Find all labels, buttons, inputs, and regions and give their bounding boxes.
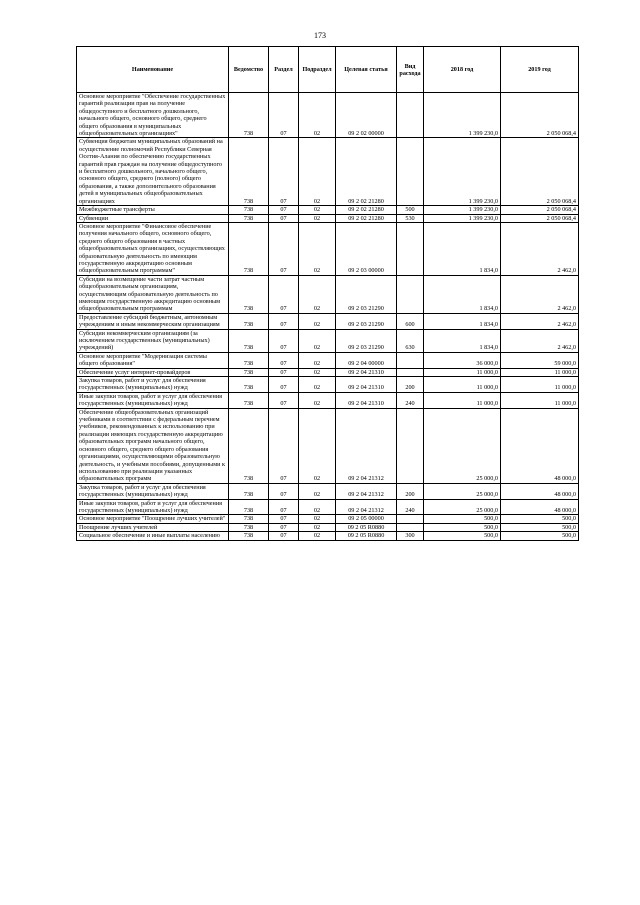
cell-section: 07 bbox=[269, 214, 299, 222]
cell-section: 07 bbox=[269, 138, 299, 206]
col-header-exp-type: Вид расхода bbox=[397, 47, 424, 93]
cell-subsection: 02 bbox=[299, 523, 336, 531]
col-header-dept: Ведомство bbox=[229, 47, 269, 93]
cell-subsection: 02 bbox=[299, 352, 336, 368]
cell-name: Основное мероприятие "Поощрение лучших учителей" bbox=[77, 515, 229, 523]
cell-section: 07 bbox=[269, 368, 299, 376]
cell-subsection: 02 bbox=[299, 368, 336, 376]
cell-y2018: 1 834,0 bbox=[424, 329, 501, 352]
cell-name: Межбюджетные трансферты bbox=[77, 206, 229, 214]
cell-section: 07 bbox=[269, 222, 299, 275]
cell-y2019: 48 000,0 bbox=[501, 483, 579, 499]
cell-exp-type: 200 bbox=[397, 483, 424, 499]
cell-subsection: 02 bbox=[299, 499, 336, 515]
cell-dept: 738 bbox=[229, 408, 269, 483]
table-row bbox=[77, 483, 579, 499]
cell-name: Субвенции bbox=[77, 214, 229, 222]
cell-y2019: 11 000,0 bbox=[501, 392, 579, 408]
col-header-name: Наименование bbox=[77, 47, 229, 93]
cell-subsection: 02 bbox=[299, 329, 336, 352]
cell-dept: 738 bbox=[229, 523, 269, 531]
cell-target: 09 2 04 21312 bbox=[336, 499, 397, 515]
table-row bbox=[77, 206, 579, 214]
cell-name: Основное мероприятие "Финансовое обеспечение получения начального общего, основного общего, среднего общего образования в частных общеобразовательных организациях, осуществляющих образовательную деятельность по имеющим государственную аккредитацию основным общеобразовательным программам" bbox=[77, 222, 229, 275]
cell-name: Субсидии некоммерческим организациям (за исключением государственных (муниципальных) учреждений) bbox=[77, 329, 229, 352]
cell-target: 09 2 03 00000 bbox=[336, 222, 397, 275]
cell-exp-type: 630 bbox=[397, 329, 424, 352]
table-row bbox=[77, 275, 579, 313]
cell-y2019: 2 050 068,4 bbox=[501, 206, 579, 214]
cell-name: Предоставление субсидий бюджетным, автономным учреждениям и иным некоммерческим организациям bbox=[77, 313, 229, 329]
cell-dept: 738 bbox=[229, 206, 269, 214]
cell-exp-type bbox=[397, 352, 424, 368]
cell-subsection: 02 bbox=[299, 408, 336, 483]
cell-name: Обеспечение услуг интернет-провайдеров bbox=[77, 368, 229, 376]
table-row bbox=[77, 523, 579, 531]
cell-section: 07 bbox=[269, 515, 299, 523]
cell-name: Социальное обеспечение и иные выплаты населению bbox=[77, 532, 229, 540]
table-row bbox=[77, 313, 579, 329]
cell-target: 09 2 04 21310 bbox=[336, 392, 397, 408]
table-row bbox=[77, 368, 579, 376]
table-row bbox=[77, 214, 579, 222]
cell-dept: 738 bbox=[229, 392, 269, 408]
cell-subsection: 02 bbox=[299, 275, 336, 313]
cell-dept: 738 bbox=[229, 368, 269, 376]
cell-section: 07 bbox=[269, 499, 299, 515]
cell-name: Закупка товаров, работ и услуг для обеспечения государственных (муниципальных) нужд bbox=[77, 483, 229, 499]
cell-exp-type bbox=[397, 515, 424, 523]
col-header-subsection: Подраздел bbox=[299, 47, 336, 93]
table-row bbox=[77, 138, 579, 206]
cell-subsection: 02 bbox=[299, 483, 336, 499]
cell-name: Закупка товаров, работ и услуг для обеспечения государственных (муниципальных) нужд bbox=[77, 377, 229, 393]
table-row bbox=[77, 93, 579, 138]
cell-target: 09 2 05 R0880 bbox=[336, 532, 397, 540]
cell-section: 07 bbox=[269, 377, 299, 393]
cell-subsection: 02 bbox=[299, 377, 336, 393]
cell-dept: 738 bbox=[229, 499, 269, 515]
page-number: 173 bbox=[314, 31, 326, 40]
cell-exp-type: 600 bbox=[397, 313, 424, 329]
cell-subsection: 02 bbox=[299, 214, 336, 222]
cell-y2019: 59 000,0 bbox=[501, 352, 579, 368]
col-header-section: Раздел bbox=[269, 47, 299, 93]
cell-dept: 738 bbox=[229, 222, 269, 275]
cell-target: 09 2 03 21290 bbox=[336, 329, 397, 352]
cell-y2018: 11 000,0 bbox=[424, 392, 501, 408]
cell-y2019: 48 000,0 bbox=[501, 408, 579, 483]
cell-section: 07 bbox=[269, 206, 299, 214]
cell-y2019: 2 462,0 bbox=[501, 313, 579, 329]
cell-subsection: 02 bbox=[299, 138, 336, 206]
cell-section: 07 bbox=[269, 352, 299, 368]
cell-section: 07 bbox=[269, 483, 299, 499]
cell-exp-type bbox=[397, 93, 424, 138]
cell-y2019: 500,0 bbox=[501, 523, 579, 531]
cell-name: Субвенция бюджетам муниципальных образований на осуществление полномочий Республики Северная Осетия-Алания по обеспечению государственных гарантий прав граждан на получение общедоступного и бесплатного дошкольного, начального общего, основного общего, среднего (полного) общего образования, а также дополнительного образования детей в муниципальных общеобразовательных организациях bbox=[77, 138, 229, 206]
cell-section: 07 bbox=[269, 523, 299, 531]
cell-target: 09 2 02 21280 bbox=[336, 206, 397, 214]
cell-name: Поощрение лучших учителей bbox=[77, 523, 229, 531]
cell-dept: 738 bbox=[229, 138, 269, 206]
col-header-target: Целевая статья bbox=[336, 47, 397, 93]
cell-y2019: 2 462,0 bbox=[501, 329, 579, 352]
cell-exp-type bbox=[397, 368, 424, 376]
table-row bbox=[77, 392, 579, 408]
cell-dept: 738 bbox=[229, 352, 269, 368]
cell-exp-type: 240 bbox=[397, 499, 424, 515]
cell-y2018: 1 399 230,0 bbox=[424, 93, 501, 138]
cell-dept: 738 bbox=[229, 532, 269, 540]
cell-y2018: 500,0 bbox=[424, 532, 501, 540]
table-row bbox=[77, 377, 579, 393]
table-row bbox=[77, 499, 579, 515]
cell-y2018: 1 399 230,0 bbox=[424, 138, 501, 206]
cell-target: 09 2 03 21290 bbox=[336, 275, 397, 313]
cell-target: 09 2 02 21280 bbox=[336, 138, 397, 206]
cell-subsection: 02 bbox=[299, 515, 336, 523]
cell-subsection: 02 bbox=[299, 532, 336, 540]
cell-target: 09 2 03 21290 bbox=[336, 313, 397, 329]
cell-y2019: 2 462,0 bbox=[501, 222, 579, 275]
cell-name: Иные закупки товаров, работ и услуг для обеспечения государственных (муниципальных) нужд bbox=[77, 392, 229, 408]
cell-name: Основное мероприятие "Модернизация системы общего образования" bbox=[77, 352, 229, 368]
cell-name: Иные закупки товаров, работ и услуг для обеспечения государственных (муниципальных) нужд bbox=[77, 499, 229, 515]
cell-dept: 738 bbox=[229, 93, 269, 138]
table-row bbox=[77, 515, 579, 523]
col-header-2018: 2018 год bbox=[424, 47, 501, 93]
cell-y2019: 11 000,0 bbox=[501, 368, 579, 376]
cell-exp-type bbox=[397, 275, 424, 313]
cell-y2018: 1 399 230,0 bbox=[424, 214, 501, 222]
cell-name: Основное мероприятие "Обеспечение государственных гарантий реализации прав на получение общедоступного и бесплатного дошкольного, начального общего, основного общего, среднего общего образования в муниципальных общеобразовательных организациях" bbox=[77, 93, 229, 138]
cell-name: Субсидии на возмещение части затрат частным общеобразовательным организациям, осуществляющим образовательную деятельность по имеющим государственную аккредитацию основным общеобразовательным программам bbox=[77, 275, 229, 313]
cell-y2019: 500,0 bbox=[501, 532, 579, 540]
cell-y2018: 1 834,0 bbox=[424, 313, 501, 329]
table-row bbox=[77, 329, 579, 352]
cell-y2019: 2 050 068,4 bbox=[501, 214, 579, 222]
cell-y2018: 25 000,0 bbox=[424, 408, 501, 483]
cell-y2018: 11 000,0 bbox=[424, 377, 501, 393]
cell-section: 07 bbox=[269, 329, 299, 352]
cell-section: 07 bbox=[269, 275, 299, 313]
cell-y2019: 500,0 bbox=[501, 515, 579, 523]
budget-table bbox=[76, 46, 579, 541]
table-row bbox=[77, 532, 579, 540]
table-row bbox=[77, 352, 579, 368]
cell-target: 09 2 04 21310 bbox=[336, 377, 397, 393]
cell-dept: 738 bbox=[229, 275, 269, 313]
cell-y2018: 25 000,0 bbox=[424, 483, 501, 499]
cell-y2019: 2 462,0 bbox=[501, 275, 579, 313]
cell-y2019: 2 050 068,4 bbox=[501, 138, 579, 206]
cell-section: 07 bbox=[269, 93, 299, 138]
cell-target: 09 2 04 21312 bbox=[336, 408, 397, 483]
cell-exp-type bbox=[397, 408, 424, 483]
cell-dept: 738 bbox=[229, 377, 269, 393]
cell-y2018: 36 000,0 bbox=[424, 352, 501, 368]
cell-y2018: 500,0 bbox=[424, 523, 501, 531]
cell-exp-type: 530 bbox=[397, 214, 424, 222]
table-row bbox=[77, 222, 579, 275]
cell-target: 09 2 02 00000 bbox=[336, 93, 397, 138]
cell-y2019: 11 000,0 bbox=[501, 377, 579, 393]
cell-y2018: 11 000,0 bbox=[424, 368, 501, 376]
cell-section: 07 bbox=[269, 313, 299, 329]
cell-dept: 738 bbox=[229, 483, 269, 499]
cell-y2018: 1 834,0 bbox=[424, 275, 501, 313]
header-row bbox=[77, 47, 579, 93]
cell-y2019: 48 000,0 bbox=[501, 499, 579, 515]
cell-target: 09 2 04 00000 bbox=[336, 352, 397, 368]
cell-dept: 738 bbox=[229, 313, 269, 329]
cell-exp-type: 200 bbox=[397, 377, 424, 393]
cell-subsection: 02 bbox=[299, 206, 336, 214]
table-row bbox=[77, 408, 579, 483]
col-header-2019: 2019 год bbox=[501, 47, 579, 93]
cell-subsection: 02 bbox=[299, 313, 336, 329]
cell-target: 09 2 05 R0880 bbox=[336, 523, 397, 531]
cell-y2018: 1 834,0 bbox=[424, 222, 501, 275]
cell-exp-type: 500 bbox=[397, 206, 424, 214]
cell-section: 07 bbox=[269, 532, 299, 540]
cell-exp-type bbox=[397, 222, 424, 275]
cell-exp-type: 300 bbox=[397, 532, 424, 540]
cell-target: 09 2 04 21310 bbox=[336, 368, 397, 376]
cell-y2018: 25 000,0 bbox=[424, 499, 501, 515]
cell-exp-type bbox=[397, 138, 424, 206]
cell-y2018: 500,0 bbox=[424, 515, 501, 523]
cell-subsection: 02 bbox=[299, 222, 336, 275]
cell-section: 07 bbox=[269, 408, 299, 483]
cell-exp-type bbox=[397, 523, 424, 531]
cell-target: 09 2 05 00000 bbox=[336, 515, 397, 523]
cell-subsection: 02 bbox=[299, 392, 336, 408]
cell-exp-type: 240 bbox=[397, 392, 424, 408]
cell-dept: 738 bbox=[229, 329, 269, 352]
cell-name: Обеспечение общеобразовательных организаций учебниками в соответствии с федеральным перечнем учебников, рекомендованных к использованию при реализации имеющих государственную аккредитацию образовательных программ начального общего, основного общего, среднего общего образования организациями, осуществляющими образовательную деятельность, и учебными пособиями, допущенными к использованию при реализации указанных образовательных программ bbox=[77, 408, 229, 483]
cell-section: 07 bbox=[269, 392, 299, 408]
cell-dept: 738 bbox=[229, 214, 269, 222]
cell-y2019: 2 050 068,4 bbox=[501, 93, 579, 138]
cell-y2018: 1 399 230,0 bbox=[424, 206, 501, 214]
cell-subsection: 02 bbox=[299, 93, 336, 138]
cell-target: 09 2 04 21312 bbox=[336, 483, 397, 499]
cell-dept: 738 bbox=[229, 515, 269, 523]
cell-target: 09 2 02 21280 bbox=[336, 214, 397, 222]
